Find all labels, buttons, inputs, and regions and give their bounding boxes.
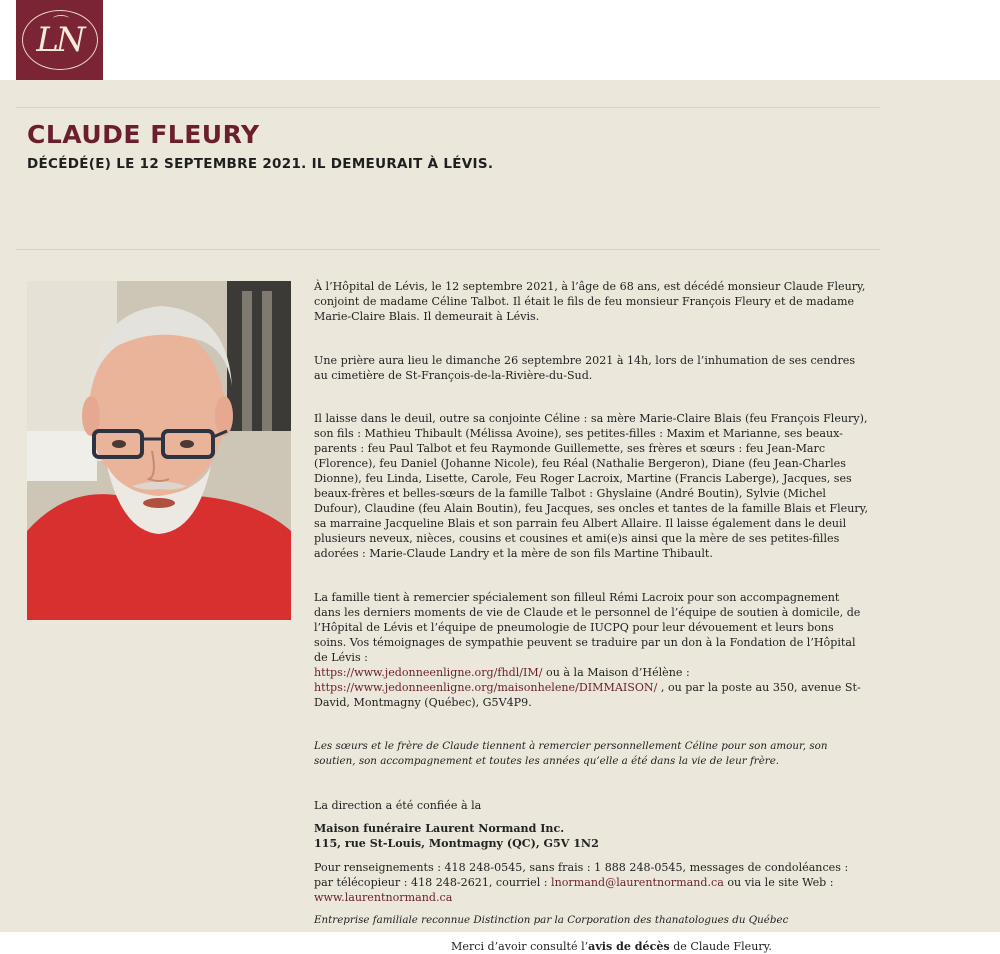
logo-text: LN bbox=[36, 20, 83, 60]
contact-mid: ou via le site Web : bbox=[723, 876, 834, 889]
paragraph-distinction: Entreprise familiale reconnue Distinction par la Corporation des thanatologues du Québec bbox=[314, 914, 789, 926]
thanks-end: , ou par la poste au 350, avenue St-David, Montmagny (Québec), G5V4P9. bbox=[314, 681, 861, 709]
paragraph-family: Il laisse dans le deuil, outre sa conjointe Céline : sa mère Marie-Claire Blais (feu François Fleury), son fils : Mathieu Thibault (Mélissa Avoine), ses petites-filles : Maxim et Marianne, ses beaux-parents : feu Paul Talbot et feu Raymonde Guillemette, ses frères et sœurs : feu Jean-Marc (Florence), feu Daniel (Johanne Nicole), feu Réal (Nathalie Bergeron), Diane (feu Jean-Charles Dionne), feu Linda, Lisette, Carole, Feu Roger Lacroix, Martine (Francis Laberge), Jacques, ses beaux-frères et belles-sœurs de la famille Talbot : Ghyslaine (André Boutin), Sylvie (Michel Dufour), Claudine (feu Alain Boutin), feu Jacques, ses oncles et tantes de la famille Blais et Fleury, sa marraine Jacqueline Blais et son parrain feu Albert Allaire. Il laisse également dans le deuil plusieurs neveux, nièces, cousins et cousines et ami(e)s ainsi que la mère de ses petites-filles adorées : Marie-Claude Landry et la mère de son fils Martine Thibault. bbox=[314, 412, 869, 560]
top-bar bbox=[0, 0, 1000, 80]
paragraph-closing bbox=[314, 939, 869, 954]
divider-top bbox=[16, 107, 880, 108]
website-link[interactable]: www.laurentnormand.ca bbox=[314, 891, 453, 904]
paragraph-thanks bbox=[314, 590, 869, 710]
funeral-home-street: 115, rue St-Louis, Montmagny (QC), G5V 1N2 bbox=[314, 837, 599, 850]
paragraph-direction: La direction a été confiée à la bbox=[314, 799, 482, 812]
deceased-name: CLAUDE FLEURY bbox=[27, 120, 260, 149]
funeral-home-address bbox=[314, 821, 869, 851]
email-link[interactable]: lnormand@laurentnormand.ca bbox=[551, 876, 724, 889]
logo-ring bbox=[22, 10, 98, 70]
donation-link-maison-helene[interactable]: https://www.jedonneenligne.org/maisonhelene/DIMMAISON/ bbox=[314, 681, 658, 694]
thanks-text: La famille tient à remercier spécialement son filleul Rémi Lacroix pour son accompagnement dans les derniers moments de vie de Claude et le personnel de l’équipe de soutien à domicile, de l’Hôpital de Lévis et l’équipe de pneumologie de IUCPQ pour leur dévouement et leurs bons soins. Vos témoignages de sympathie peuvent se traduire par un don à la Fondation de l’Hôpital de Lévis : bbox=[314, 591, 861, 664]
death-subtitle: DÉCÉDÉ(E) LE 12 SEPTEMBRE 2021. IL DEMEURAIT À LÉVIS. bbox=[27, 156, 494, 172]
paragraph-siblings-thanks: Les sœurs et le frère de Claude tiennent à remercier personnellement Céline pour son amour, son soutien, son accompagnement et toutes les années qu’elle a été dans la vie de leur frère. bbox=[314, 740, 828, 767]
donation-link-fhdl[interactable]: https://www.jedonneenligne.org/fhdl/IM/ bbox=[314, 666, 543, 679]
thanks-mid: ou à la Maison d’Hélène : bbox=[542, 666, 690, 679]
portrait-image bbox=[27, 281, 291, 620]
obituary-text bbox=[314, 279, 869, 954]
funeral-home-name: Maison funéraire Laurent Normand Inc. bbox=[314, 822, 565, 835]
divider-bottom bbox=[16, 249, 880, 250]
paragraph-contact bbox=[314, 860, 869, 905]
logo-leaf-icon bbox=[53, 15, 69, 22]
main-content bbox=[0, 80, 1000, 953]
contact-text: Pour renseignements : 418 248-0545, sans frais : 1 888 248-0545, messages de condoléances : par télécopieur : 418 248-2621, courriel : bbox=[314, 861, 849, 889]
closing-bold: avis de décès bbox=[588, 940, 670, 953]
closing-end: de Claude Fleury. bbox=[669, 940, 772, 953]
paragraph-ceremony: Une prière aura lieu le dimanche 26 septembre 2021 à 14h, lors de l’inhumation de ses cendres au cimetière de St-François-de-la-Rivière-du-Sud. bbox=[314, 354, 856, 382]
paragraph-death-notice: À l’Hôpital de Lévis, le 12 septembre 2021, à l’âge de 68 ans, est décédé monsieur Claude Fleury, conjoint de madame Céline Talbot. Il était le fils de feu monsieur François Fleury et de madame Marie-Claire Blais. Il demeurait à Lévis. bbox=[314, 280, 866, 323]
logo[interactable] bbox=[16, 0, 103, 80]
closing-start: Merci d’avoir consulté l’ bbox=[451, 940, 589, 953]
deceased-photo bbox=[27, 281, 291, 620]
